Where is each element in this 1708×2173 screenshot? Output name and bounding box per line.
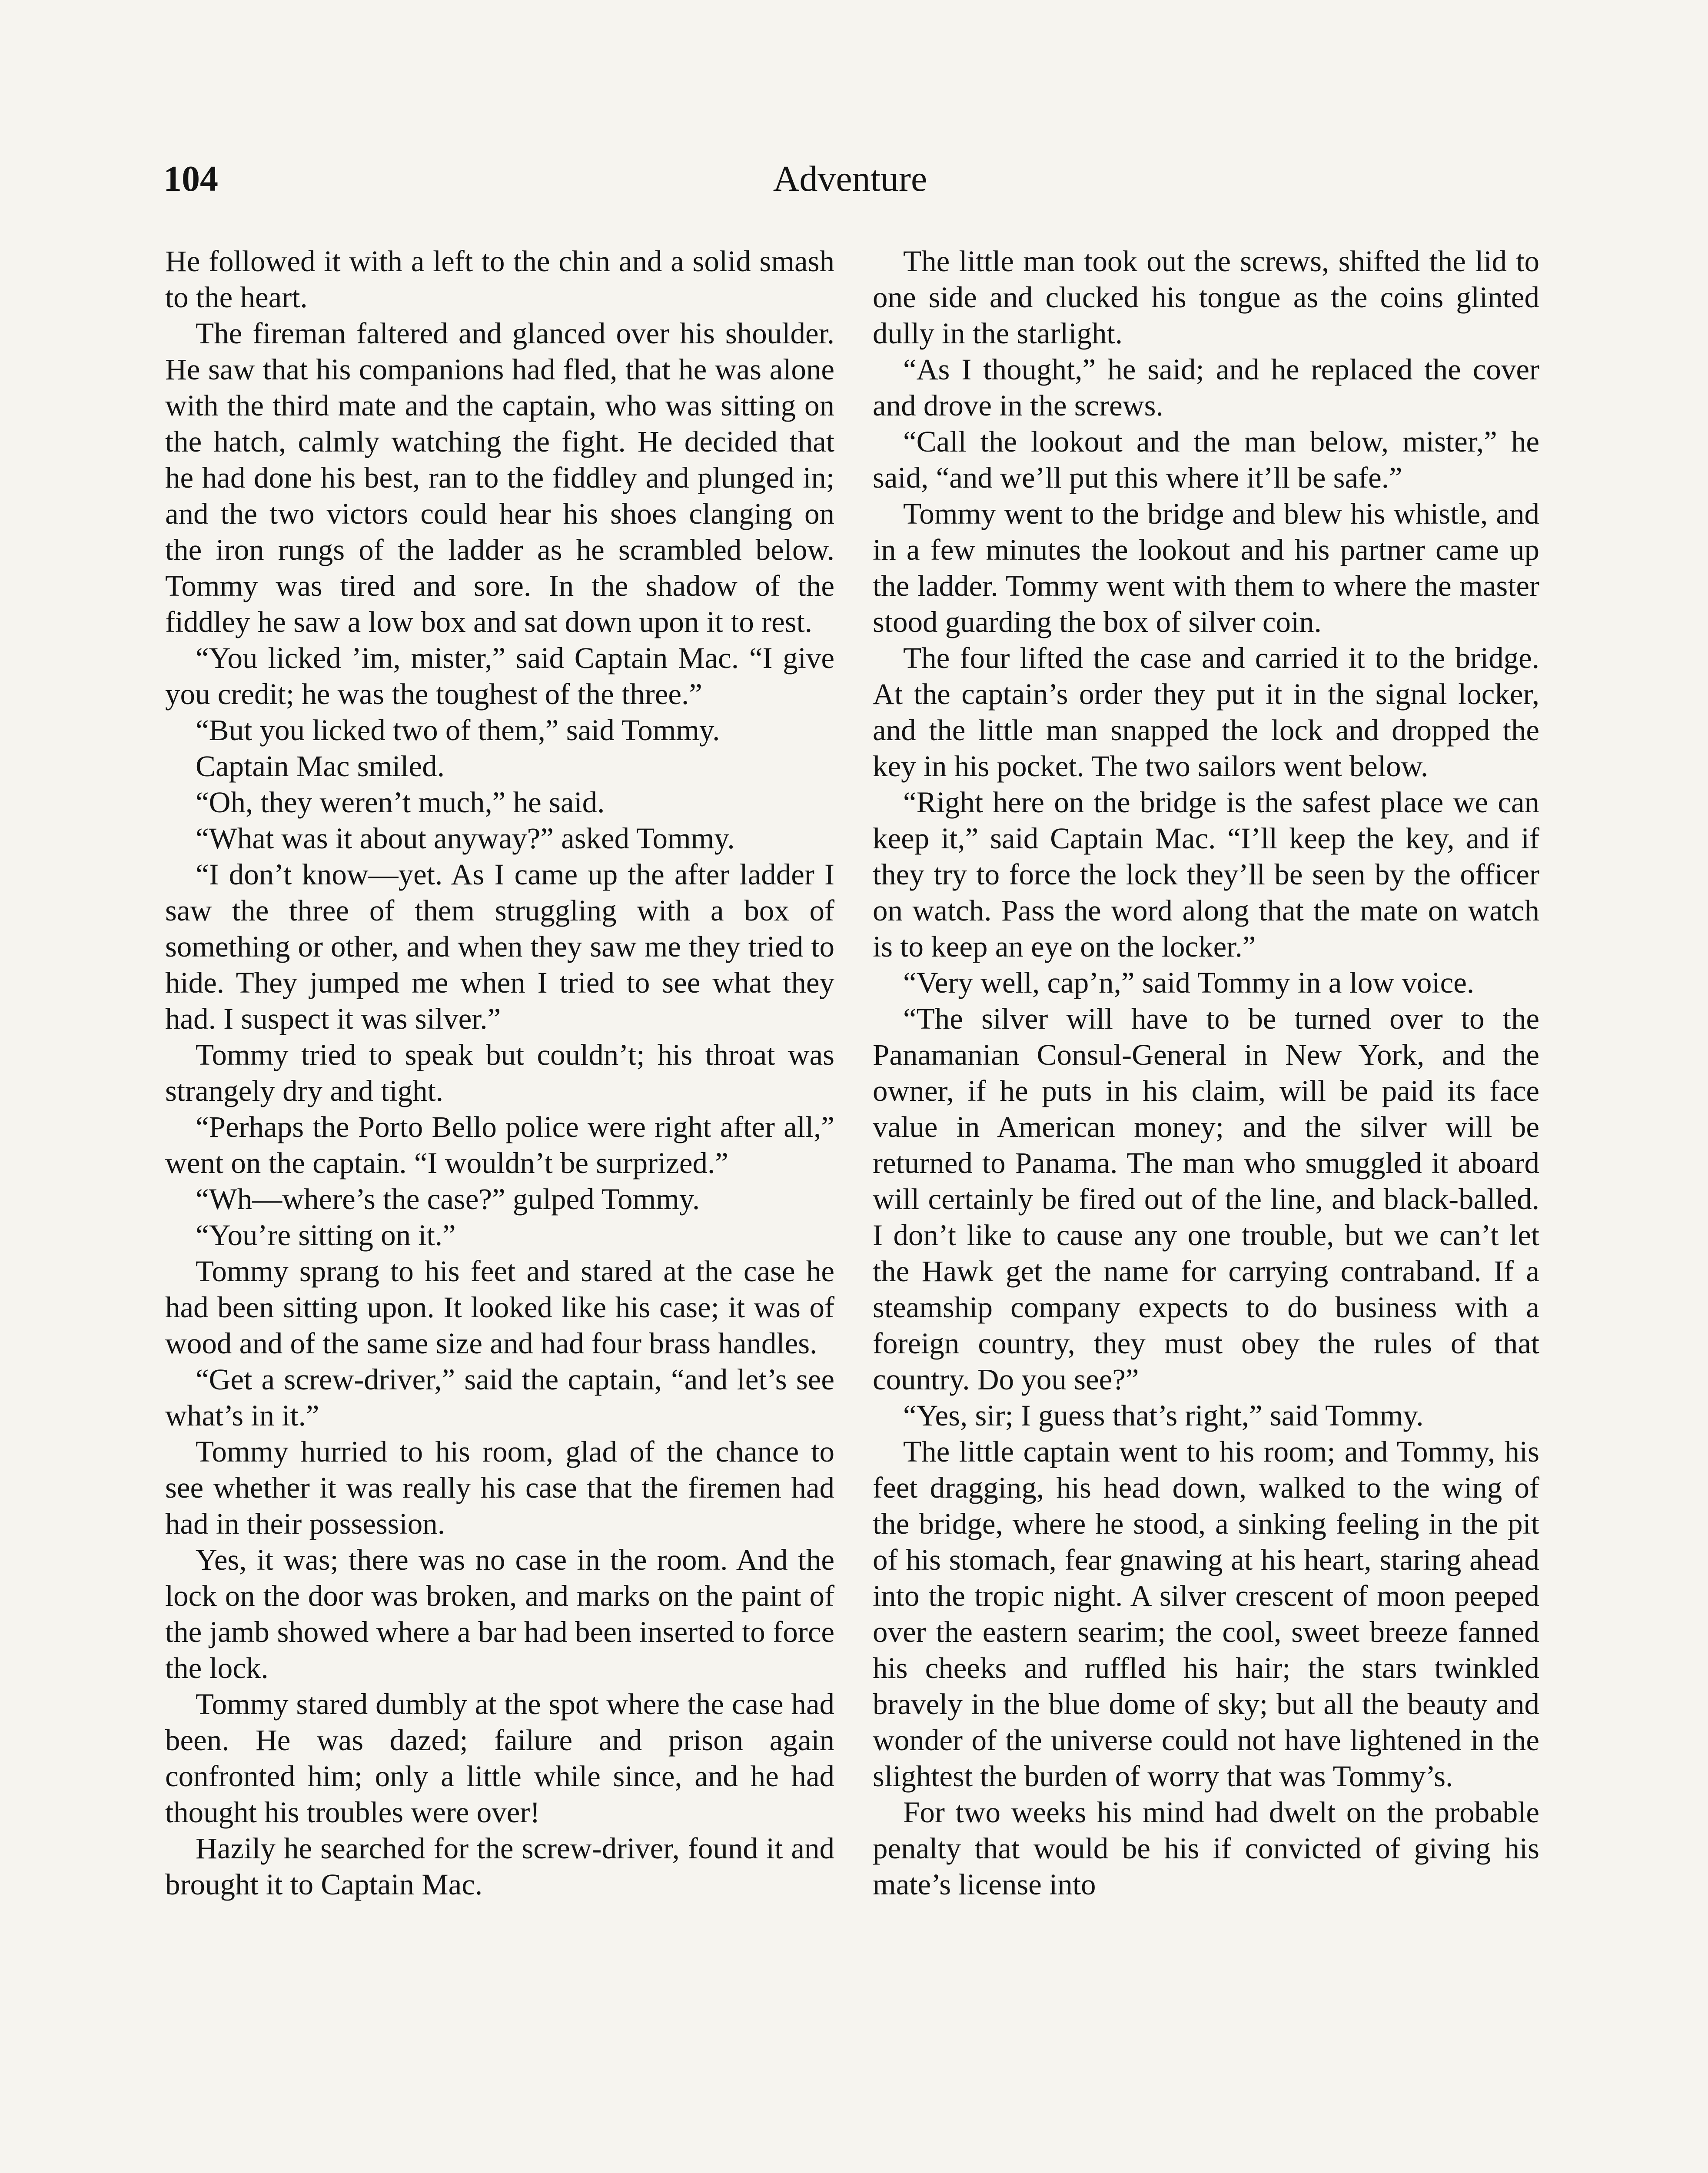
paragraph: “You licked ’im, mister,” said Captain Mac. “I give you credit; he was the toughest of the three.” xyxy=(165,641,834,711)
paragraph: “But you licked two of them,” said Tommy. xyxy=(196,714,720,747)
paragraph: “You’re sitting on it.” xyxy=(196,1219,456,1252)
paragraph: The four lifted the case and carried it to the bridge. At the captain’s order they put it in the signal locker, and the little man snapped the lock and dropped the key in his pocket. The two sailors went below. xyxy=(873,641,1539,783)
paragraph: “Right here on the bridge is the safest place we can keep it,” said Captain Mac. “I’ll keep the key, and if they try to force the lock they’ll be seen by the officer on watch. Pass the word along that the mate on watch is to keep an eye on the locker.” xyxy=(873,786,1539,963)
page-number: 104 xyxy=(163,159,218,199)
paragraph: “Call the lookout and the man below, mister,” he said, “and we’ll put this where it’ll be safe.” xyxy=(873,425,1539,494)
paragraph: Tommy stared dumbly at the spot where the case had been. He was dazed; failure and prison again confronted him; only a little while since, and he had thought his troubles were over! xyxy=(165,1688,834,1829)
page-header xyxy=(163,153,1537,205)
paragraph: He followed it with a left to the chin and a solid smash to the heart. xyxy=(165,245,834,314)
paragraph: “As I thought,” he said; and he replaced the cover and drove in the screws. xyxy=(873,353,1539,422)
paragraph: “Yes, sir; I guess that’s right,” said Tommy. xyxy=(903,1399,1424,1432)
paragraph: Tommy went to the bridge and blew his whistle, and in a few minutes the lookout and his partner came up the ladder. Tommy went with them to where the master stood guarding the box of silver coin. xyxy=(873,497,1539,638)
paragraph: “Very well, cap’n,” said Tommy in a low voice. xyxy=(903,966,1475,999)
paragraph: “The silver will have to be turned over to the Panamanian Consul-General in New York, and the owner, if he puts in his claim, will be paid its face value in American money; and the silver will be returned to Panama. The man who smuggled it aboard will certainly be fired out of the line, and black-balled. I don’t like to cause any one trouble, but we can’t let the Hawk get the name for carrying contraband. If a steamship company expects to do business with a foreign country, they must obey the rules of that country. Do you see?” xyxy=(873,1002,1539,1396)
paragraph: For two weeks his mind had dwelt on the probable penalty that would be his if convicted of giving his mate’s license into xyxy=(873,1796,1539,1901)
paragraph: “Perhaps the Porto Bello police were right after all,” went on the captain. “I wouldn’t be surprized.” xyxy=(165,1110,834,1180)
paragraph: The little captain went to his room; and Tommy, his feet dragging, his head down, walked to the wing of the bridge, where he stood, a sinking feeling in the pit of his stomach, fear gnawing at his heart, staring ahead into the tropic night. A silver crescent of moon peeped over the eastern searim; the cool, sweet breeze fanned his cheeks and ruffled his hair; the stars twinkled bravely in the blue dome of sky; but all the beauty and wonder of the universe could not have lightened in the slightest the burden of worry that was Tommy’s. xyxy=(873,1435,1539,1793)
paragraph: Captain Mac smiled. xyxy=(196,750,445,783)
paragraph: “Wh—where’s the case?” gulped Tommy. xyxy=(196,1183,700,1216)
left-column xyxy=(165,243,834,1903)
paragraph: “Oh, they weren’t much,” he said. xyxy=(196,786,605,819)
page-title: Adventure xyxy=(773,159,927,199)
paragraph: The little man took out the screws, shifted the lid to one side and clucked his tongue as the coins glinted dully in the starlight. xyxy=(873,245,1539,350)
paragraph: Tommy hurried to his room, glad of the chance to see whether it was really his case that the firemen had had in their possession. xyxy=(165,1435,834,1540)
paragraph: “I don’t know—yet. As I came up the after ladder I saw the three of them struggling with a box of something or other, and when they saw me they tried to hide. They jumped me when I tried to see what they had. I suspect it was silver.” xyxy=(165,858,834,1035)
paragraph: Hazily he searched for the screw-driver, found it and brought it to Captain Mac. xyxy=(165,1832,834,1901)
paragraph: Tommy sprang to his feet and stared at the case he had been sitting upon. It looked like his case; it was of wood and of the same size and had four brass handles. xyxy=(165,1255,834,1360)
paragraph: “Get a screw-driver,” said the captain, “and let’s see what’s in it.” xyxy=(165,1363,834,1432)
paragraph: Yes, it was; there was no case in the room. And the lock on the door was broken, and marks on the paint of the jamb showed where a bar had been inserted to force the lock. xyxy=(165,1543,834,1685)
paragraph: The fireman faltered and glanced over his shoulder. He saw that his companions had fled, that he was alone with the third mate and the captain, who was sitting on the hatch, calmly watching the fight. He decided that he had done his best, ran to the fiddley and plunged in; and the two victors could hear his shoes clanging on the iron rungs of the ladder as he scrambled below. Tommy was tired and sore. In the shadow of the fiddley he saw a low box and sat down upon it to rest. xyxy=(165,317,834,638)
right-column xyxy=(873,243,1539,1903)
paragraph: Tommy tried to speak but couldn’t; his throat was strangely dry and tight. xyxy=(165,1038,834,1107)
paragraph: “What was it about anyway?” asked Tommy. xyxy=(196,822,735,855)
